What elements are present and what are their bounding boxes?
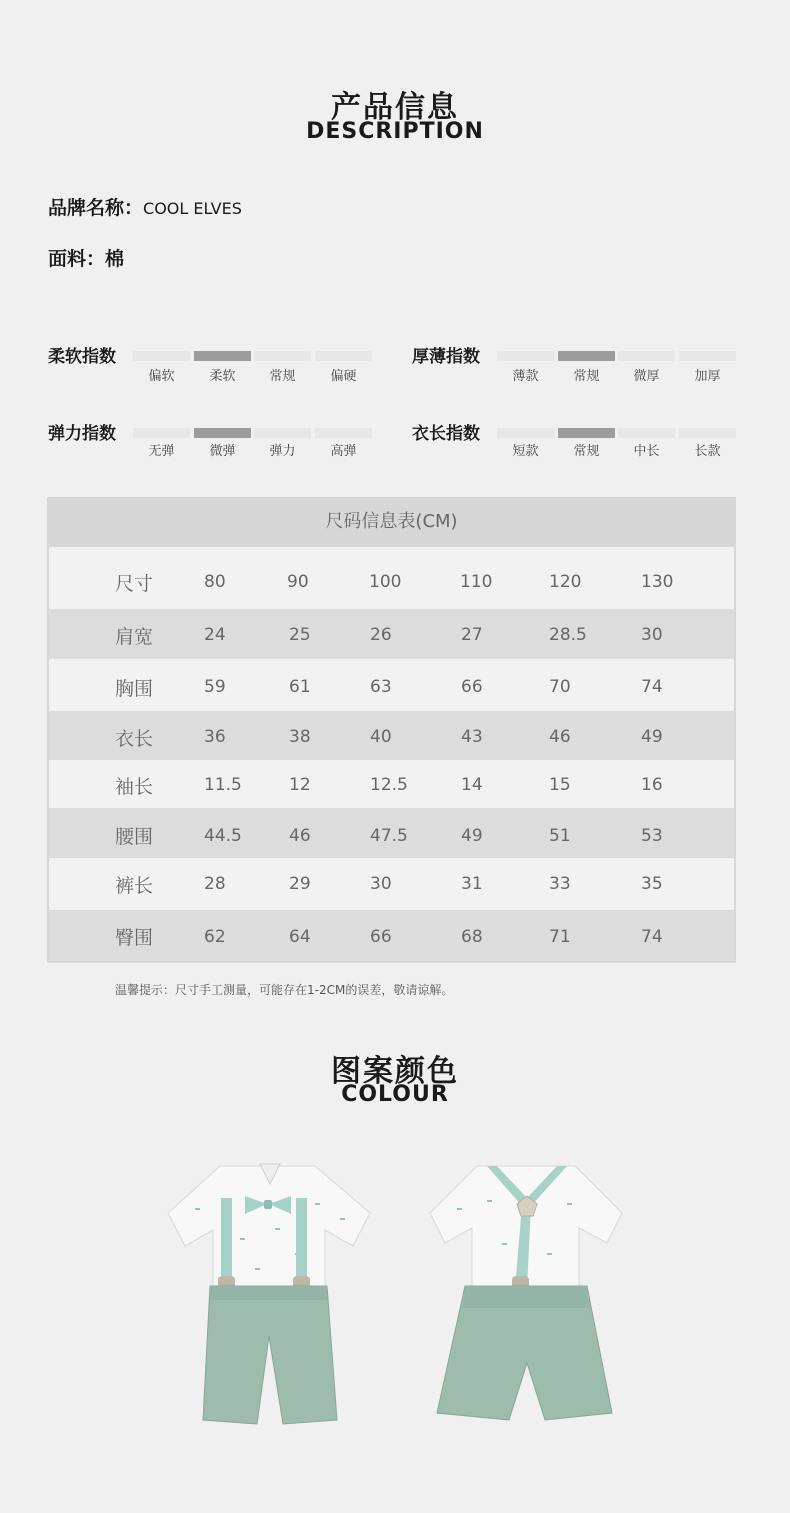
rating-label: 厚薄指数 (412, 347, 480, 367)
colour-title-en: COLOUR (341, 1082, 449, 1107)
table-cell: 130 (641, 572, 674, 592)
rating-option: 柔软 (209, 369, 236, 384)
rating-bar (679, 351, 736, 361)
table-cell: 胸围 (115, 678, 154, 700)
table-cell: 16 (641, 775, 663, 795)
rating-option: 弹力 (269, 444, 296, 459)
table-cell: 31 (461, 874, 483, 894)
table-row (49, 547, 734, 609)
rating-elasticity (48, 419, 388, 469)
table-cell: 110 (460, 572, 493, 592)
table-cell: 27 (461, 625, 483, 645)
table-cell: 36 (204, 727, 226, 747)
table-cell: 尺寸 (115, 573, 154, 595)
table-cell: 28.5 (549, 625, 587, 645)
measurement-note: 温馨提示：尺寸手工测量，可能存在1-2CM的误差，敬请谅解。 (115, 983, 454, 997)
rating-bar-selected (558, 351, 615, 361)
table-cell: 64 (289, 927, 311, 947)
rating-thickness (412, 342, 752, 392)
table-cell: 61 (289, 677, 311, 697)
table-cell: 30 (370, 874, 392, 894)
fabric-value: 棉 (105, 248, 125, 270)
rating-softness (48, 342, 388, 392)
table-cell: 47.5 (370, 826, 408, 846)
table-cell: 38 (289, 727, 311, 747)
table-cell: 46 (289, 826, 311, 846)
rating-bar (315, 428, 372, 438)
rating-option: 微厚 (633, 369, 660, 384)
rating-option: 长款 (694, 444, 721, 459)
table-cell: 90 (287, 572, 309, 592)
product-front-image (165, 1158, 375, 1430)
table-cell: 臀围 (115, 927, 154, 949)
rating-option: 中长 (633, 444, 660, 459)
table-cell: 30 (641, 625, 663, 645)
table-cell: 裤长 (115, 875, 154, 897)
table-cell: 44.5 (204, 826, 242, 846)
fabric-label: 面料： (48, 248, 106, 270)
table-cell: 100 (369, 572, 402, 592)
table-cell: 63 (370, 677, 392, 697)
table-cell: 66 (461, 677, 483, 697)
table-cell: 40 (370, 727, 392, 747)
table-cell: 24 (204, 625, 226, 645)
table-cell: 35 (641, 874, 663, 894)
table-cell: 62 (204, 927, 226, 947)
rating-length (412, 419, 752, 469)
table-cell: 12 (289, 775, 311, 795)
table-cell: 59 (204, 677, 226, 697)
table-cell: 49 (461, 826, 483, 846)
table-cell: 11.5 (204, 775, 242, 795)
rating-option: 偏硬 (330, 369, 357, 384)
rating-bar (254, 428, 311, 438)
table-cell: 腰围 (115, 826, 154, 848)
rating-label: 弹力指数 (48, 424, 116, 444)
table-cell: 120 (549, 572, 582, 592)
rating-bar (618, 428, 675, 438)
rating-option: 微弹 (209, 444, 236, 459)
table-cell: 74 (641, 927, 663, 947)
rating-bar-selected (194, 428, 251, 438)
rating-option: 短款 (512, 444, 539, 459)
rating-option: 偏软 (148, 369, 175, 384)
size-table-title: 尺码信息表(CM) (325, 511, 458, 532)
rating-bar (133, 428, 190, 438)
rating-bar (133, 351, 190, 361)
table-row (49, 609, 734, 659)
rating-bar (497, 351, 554, 361)
rating-option: 加厚 (694, 369, 721, 384)
table-cell: 53 (641, 826, 663, 846)
rating-bar (254, 351, 311, 361)
table-row (49, 711, 734, 760)
table-cell: 46 (549, 727, 571, 747)
table-row (49, 808, 734, 858)
table-cell: 15 (549, 775, 571, 795)
rating-bar-selected (194, 351, 251, 361)
table-cell: 14 (461, 775, 483, 795)
rating-bar (679, 428, 736, 438)
table-cell: 26 (370, 625, 392, 645)
brand-line (48, 193, 242, 220)
table-cell: 肩宽 (115, 626, 154, 648)
table-cell: 12.5 (370, 775, 408, 795)
rating-label: 衣长指数 (412, 424, 480, 444)
table-cell: 71 (549, 927, 571, 947)
brand-value: COOL ELVES (143, 199, 242, 218)
table-row (49, 659, 734, 711)
table-cell: 29 (289, 874, 311, 894)
rating-option: 薄款 (512, 369, 539, 384)
table-cell: 28 (204, 874, 226, 894)
table-cell: 68 (461, 927, 483, 947)
colour-title-cn: 图案颜色 (331, 1054, 459, 1089)
description-title-en: DESCRIPTION (306, 119, 484, 144)
table-row (49, 858, 734, 910)
table-cell: 80 (204, 572, 226, 592)
description-title-cn: 产品信息 (331, 90, 459, 125)
table-row (49, 910, 734, 961)
rating-option: 无弹 (148, 444, 175, 459)
table-cell: 70 (549, 677, 571, 697)
rating-option: 常规 (573, 369, 600, 384)
product-back-image (427, 1158, 627, 1430)
table-cell: 74 (641, 677, 663, 697)
table-cell: 25 (289, 625, 311, 645)
rating-bar-selected (558, 428, 615, 438)
table-row (49, 760, 734, 808)
table-cell: 66 (370, 927, 392, 947)
table-cell: 衣长 (115, 728, 154, 750)
rating-option: 常规 (573, 444, 600, 459)
fabric-line (48, 244, 124, 271)
rating-option: 常规 (269, 369, 296, 384)
rating-bar (315, 351, 372, 361)
rating-bar (497, 428, 554, 438)
brand-label: 品牌名称： (48, 197, 144, 219)
size-table (47, 497, 736, 963)
rating-label: 柔软指数 (48, 347, 116, 367)
table-cell: 51 (549, 826, 571, 846)
rating-option: 高弹 (330, 444, 357, 459)
table-cell: 43 (461, 727, 483, 747)
rating-bar (618, 351, 675, 361)
table-cell: 袖长 (115, 776, 154, 798)
table-cell: 49 (641, 727, 663, 747)
table-cell: 33 (549, 874, 571, 894)
